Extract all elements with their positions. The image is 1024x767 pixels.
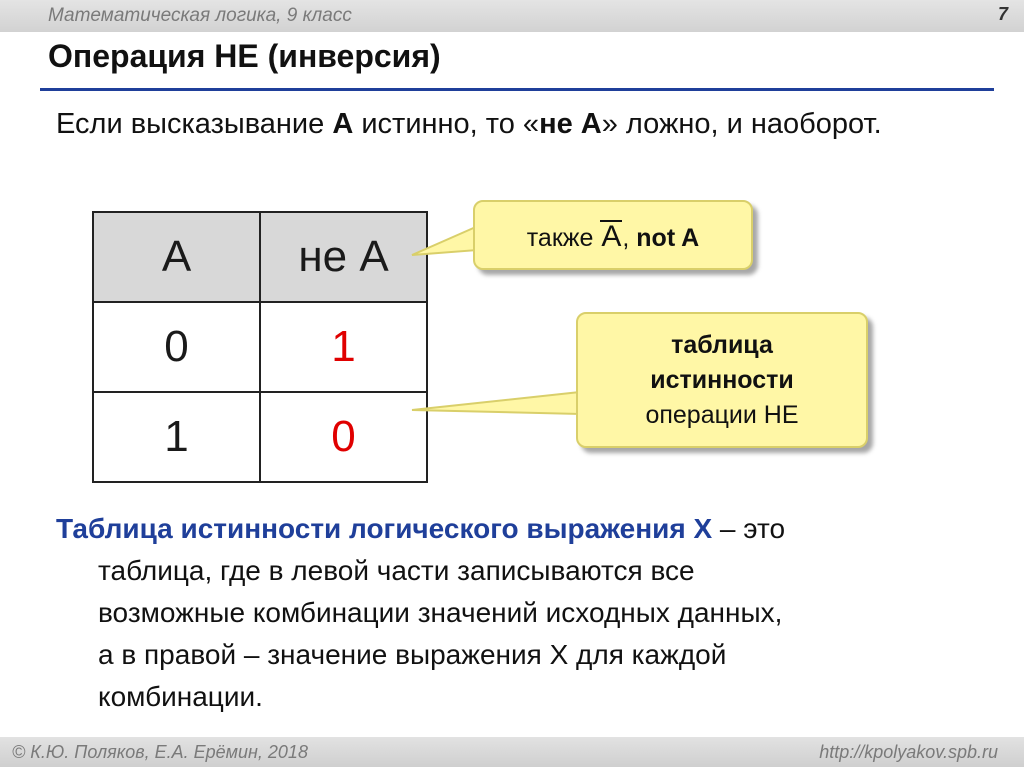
truth-table-header-row [93, 212, 427, 302]
table-row [93, 302, 427, 392]
definition-line4: а в правой – значение выражения X для каждой [98, 639, 727, 670]
callout-also-prefix: также [526, 224, 601, 252]
truth-table [92, 211, 428, 483]
slide-title: Операция НЕ (инверсия) [48, 38, 441, 74]
intro-part1: Если высказывание [56, 108, 333, 140]
callout-also-not-a: not A [636, 224, 700, 252]
table-row [93, 392, 427, 482]
footer-url[interactable]: http://kpolyakov.spb.ru [819, 742, 998, 762]
course-subject: Математическая логика, 9 класс [48, 5, 352, 26]
intro-part3: » ложно, и наоборот. [601, 108, 882, 140]
cell-a: 0 [93, 302, 260, 392]
footer-band [0, 737, 1024, 767]
callout-table-line1: таблица [671, 331, 773, 359]
callout-table-line3: операции НЕ [645, 401, 799, 429]
overbar-a-symbol: A [601, 220, 622, 253]
intro-text [56, 102, 976, 146]
callout-table-line2: истинности [650, 366, 794, 394]
header-a: A [93, 212, 260, 302]
page-number: 7 [997, 4, 1008, 24]
definition-text [56, 508, 956, 718]
callout-truth-table [576, 312, 868, 448]
intro-var-a: A [332, 108, 354, 140]
definition-line2: таблица, где в левой части записываются все [98, 555, 695, 586]
callout-also-sep: , [622, 224, 637, 252]
definition-line3: возможные комбинации значений исходных данных, [98, 597, 783, 628]
intro-part2: истинно, то « [353, 108, 540, 140]
callout-table-pointer [412, 392, 580, 414]
cell-a: 1 [93, 392, 260, 482]
definition-term: Таблица истинности логического выражения X [56, 513, 713, 544]
definition-line5: комбинации. [98, 681, 263, 712]
footer-copyright: © К.Ю. Поляков, Е.А. Ерёмин, 2018 [12, 742, 308, 762]
header-not-a: не A [260, 212, 427, 302]
header-band [0, 0, 1024, 32]
callout-also [473, 200, 753, 270]
cell-not-a: 0 [260, 392, 427, 482]
intro-not-a: не A [539, 108, 602, 140]
definition-dash: – это [712, 513, 786, 544]
title-underline [40, 88, 994, 91]
cell-not-a: 1 [260, 302, 427, 392]
